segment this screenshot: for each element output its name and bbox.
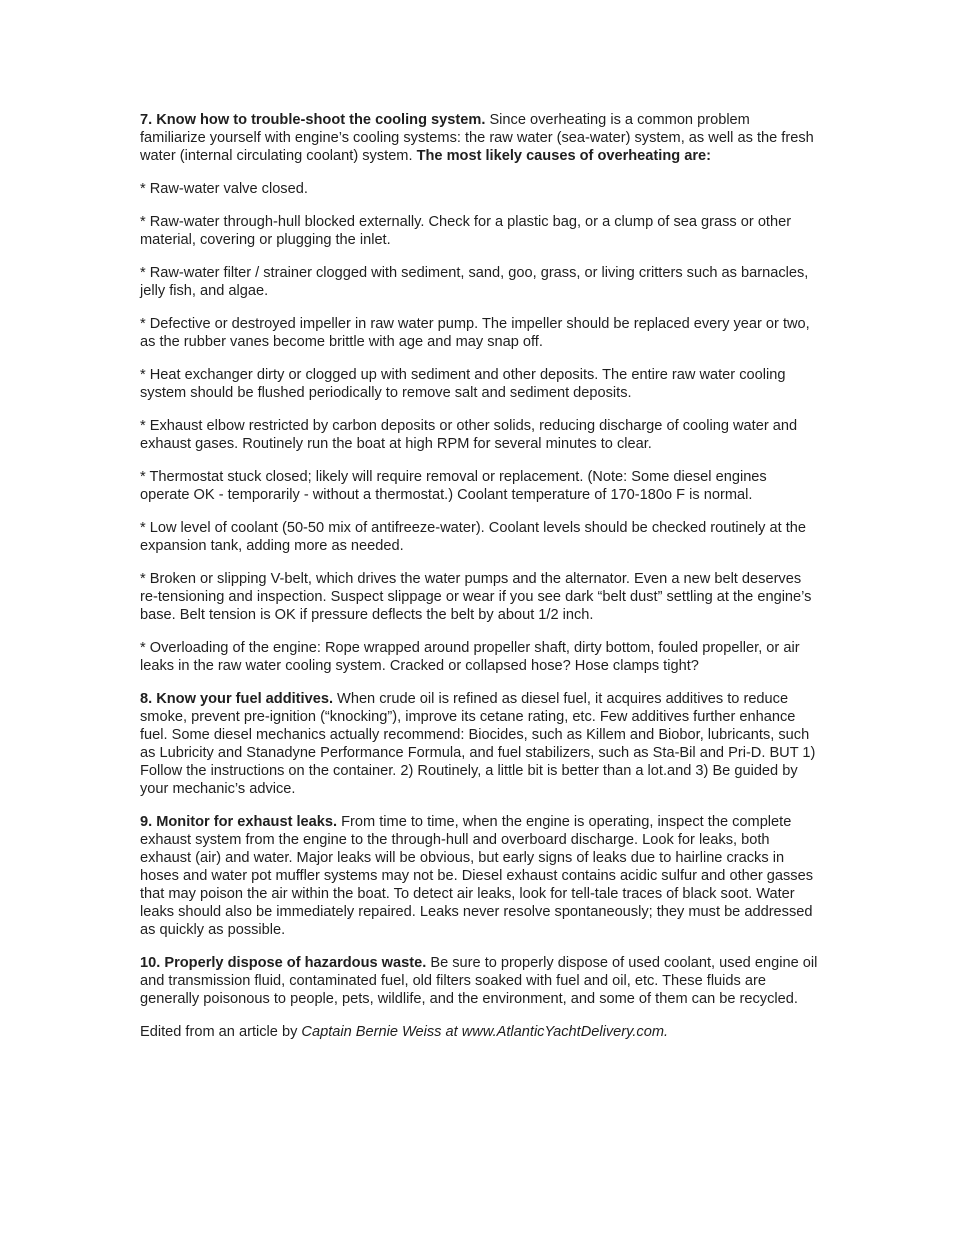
section-7-intro-text: Since overheating is a common problem familiarize yourself with engine’s cooling systems: the raw water (sea-water) system, as well as the fresh water (internal circulating coolant) system. <box>140 112 814 164</box>
section-10-body: Be sure to properly dispose of used coolant, used engine oil and transmission fluid, contaminated fuel, old filters soaked with fuel and oil, etc. These fluids are generally poisonous to people, pets, wildlife, and the environment, and some of them can be recycled. <box>140 955 818 1007</box>
cause-item: * Overloading of the engine: Rope wrapped around propeller shaft, dirty bottom, fouled propeller, or air leaks in the raw water cooling system. Cracked or collapsed hose? Hose clamps tight? <box>140 640 800 674</box>
article-credit <box>140 1023 818 1041</box>
section-8 <box>140 690 818 798</box>
section-10-heading: 10. Properly dispose of hazardous waste. <box>140 955 427 971</box>
credit-author: Captain Bernie Weiss at www.AtlanticYachtDelivery.com. <box>301 1024 669 1040</box>
section-8-heading: 8. Know your fuel additives. <box>140 691 333 707</box>
cause-item: * Defective or destroyed impeller in raw water pump. The impeller should be replaced every year or two, as the rubber vanes become brittle with age and may snap off. <box>140 316 810 350</box>
section-9-heading: 9. Monitor for exhaust leaks. <box>140 814 338 830</box>
cause-item: * Raw-water through-hull blocked externally. Check for a plastic bag, or a clump of sea grass or other material, covering or plugging the inlet. <box>140 214 792 248</box>
cause-item: * Low level of coolant (50-50 mix of antifreeze-water). Coolant levels should be checked routinely at the expansion tank, adding more as needed. <box>140 520 806 554</box>
section-7-intro <box>140 111 818 165</box>
document-page <box>140 111 818 1056</box>
section-7-heading: 7. Know how to trouble-shoot the cooling system. <box>140 112 486 128</box>
section-8-body: When crude oil is refined as diesel fuel, it acquires additives to reduce smoke, prevent pre-ignition (“knocking”), improve its cetane rating, etc. Few additives further enhance fuel. Some diesel mechanics actually recommend: Biocides, such as Killem and Biobor, lubricants, such as Lubricity and Stanadyne Performance Formula, and fuel stabilizers, such as Sta-Bil and Pri-D. BUT 1) Follow the instructions on the container. 2) Routinely, a little bit is better than a lot.and 3) Be guided by your mechanic’s advice. <box>140 691 816 797</box>
cause-item: * Broken or slipping V-belt, which drives the water pumps and the alternator. Even a new belt deserves re-tensioning and inspection. Suspect slippage or wear if you see dark “belt dust” settling at the engine’s base. Belt tension is OK if pressure deflects the belt by about 1/2 inch. <box>140 571 812 623</box>
section-9 <box>140 813 818 939</box>
cause-item: * Raw-water filter / strainer clogged with sediment, sand, goo, grass, or living critters such as barnacles, jelly fish, and algae. <box>140 265 809 299</box>
cause-item: * Thermostat stuck closed; likely will require removal or replacement. (Note: Some diesel engines operate OK - temporarily - without a thermostat.) Coolant temperature of 170-180o F is normal. <box>140 469 767 503</box>
cause-item: * Heat exchanger dirty or clogged up with sediment and other deposits. The entire raw water cooling system should be flushed periodically to remove salt and sediment deposits. <box>140 367 786 401</box>
section-7-causes-lead: The most likely causes of overheating are: <box>416 148 711 164</box>
credit-lead: Edited from an article by <box>140 1024 302 1040</box>
section-10 <box>140 954 818 1008</box>
section-9-body: From time to time, when the engine is operating, inspect the complete exhaust system from the engine to the through-hull and overboard discharge. Look for leaks, both exhaust (air) and water. Major leaks will be obvious, but early signs of leaks due to hairline cracks in hoses and water pot muffler systems may not be. Diesel exhaust contains acidic sulfur and other gasses that may poison the air within the boat. To detect air leaks, look for tell-tale traces of black soot. Water leaks should also be immediately repaired. Leaks never resolve spontaneously; they must be addressed as quickly as possible. <box>140 814 814 938</box>
cause-item: * Exhaust elbow restricted by carbon deposits or other solids, reducing discharge of cooling water and exhaust gases. Routinely run the boat at high RPM for several minutes to clear. <box>140 418 798 452</box>
cause-item: * Raw-water valve closed. <box>140 181 308 197</box>
